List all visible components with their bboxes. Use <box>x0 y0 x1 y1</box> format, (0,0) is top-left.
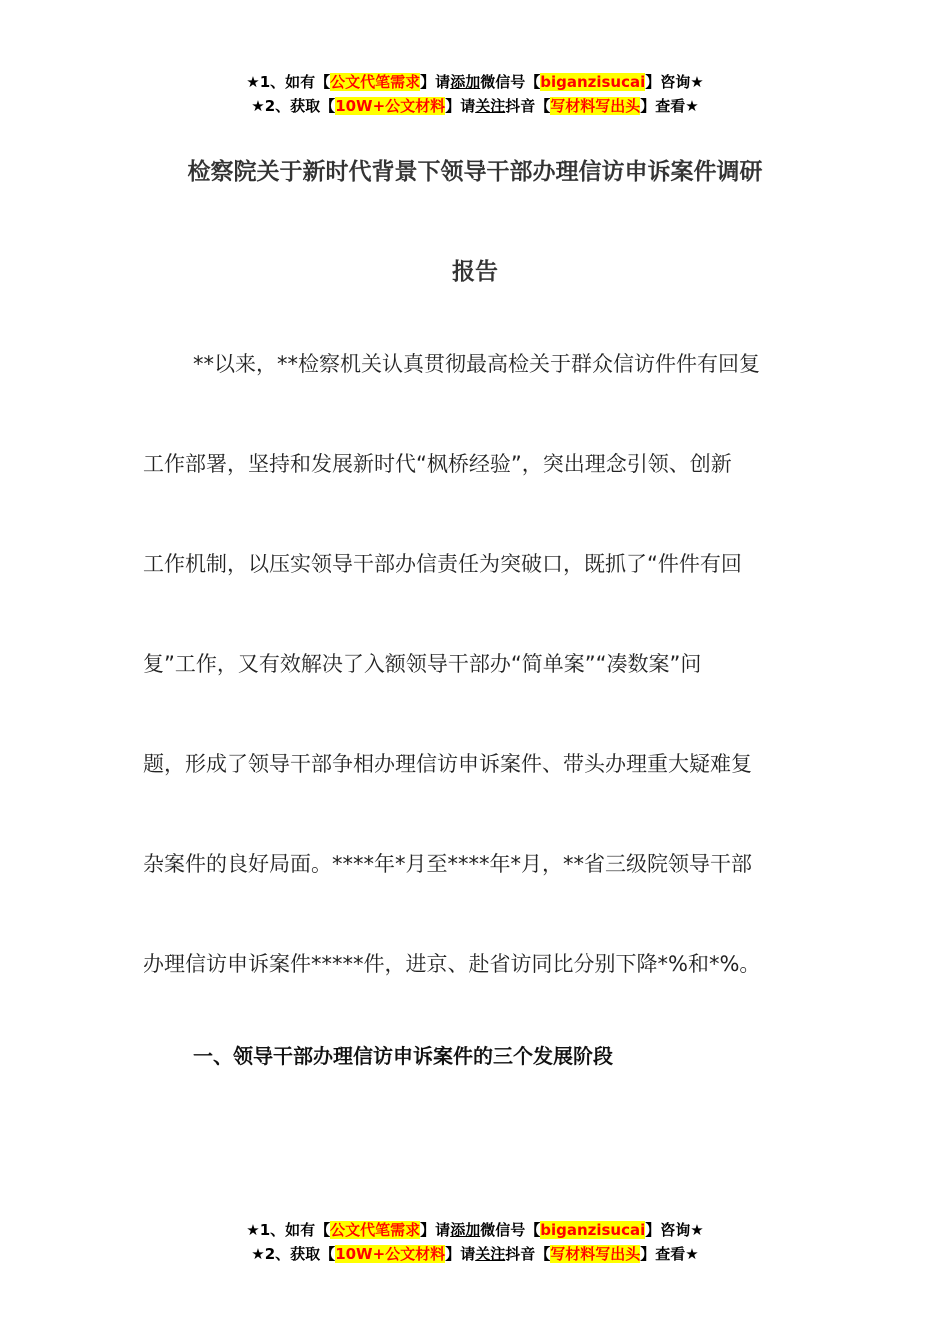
banner-highlight: 写材料写出头 <box>550 1245 641 1263</box>
banner-text: ★1、如有【 <box>246 73 331 91</box>
banner-highlight: 10W+公文材料 <box>335 1245 446 1263</box>
banner-text: 微信号【 <box>480 1221 541 1239</box>
paragraph-line: 杂案件的良好局面。****年*月至****年*月，**省三级院领导干部 <box>143 852 752 876</box>
banner-text: 】请 <box>420 1221 451 1239</box>
section-heading: 一、领导干部办理信访申诉案件的三个发展阶段 <box>193 1044 613 1068</box>
banner-text: 抖音【 <box>505 97 551 115</box>
banner-line-1 <box>0 70 950 94</box>
paragraph-line: 工作机制，以压实领导干部办信责任为突破口，既抓了“件件有回 <box>143 552 742 576</box>
banner-text: 】请 <box>420 73 451 91</box>
banner-text: 】请 <box>445 97 476 115</box>
document-title-line-1: 检察院关于新时代背景下领导干部办理信访申诉案件调研 <box>187 159 763 185</box>
document-title-line-2: 报告 <box>452 259 498 285</box>
banner-text: 】查看★ <box>640 97 699 115</box>
top-banner <box>0 70 950 118</box>
banner-highlight: 写材料写出头 <box>550 97 641 115</box>
banner-line-2 <box>0 1242 950 1266</box>
paragraph-line: 题，形成了领导干部争相办理信访申诉案件、带头办理重大疑难复 <box>143 752 752 776</box>
banner-underline: 关注 <box>475 97 506 115</box>
banner-highlight: 10W+公文材料 <box>335 97 446 115</box>
banner-line-1 <box>0 1218 950 1242</box>
paragraph-line: 办理信访申诉案件*****件，进京、赴省访同比分别下降*%和*%。 <box>143 952 761 976</box>
banner-highlight: biganzisucai <box>540 1221 646 1239</box>
banner-underline: 关注 <box>475 1245 506 1263</box>
banner-text: 微信号【 <box>480 73 541 91</box>
banner-text: 抖音【 <box>505 1245 551 1263</box>
banner-text: 】查看★ <box>640 1245 699 1263</box>
paragraph-line: 工作部署，坚持和发展新时代“枫桥经验”，突出理念引领、创新 <box>143 452 732 476</box>
paragraph-line: **以来，**检察机关认真贯彻最高检关于群众信访件件有回复 <box>193 352 760 376</box>
banner-text: 】咨询★ <box>645 1221 704 1239</box>
banner-text: 】请 <box>445 1245 476 1263</box>
banner-line-2 <box>0 94 950 118</box>
banner-highlight: biganzisucai <box>540 73 646 91</box>
banner-text: ★2、获取【 <box>251 1245 336 1263</box>
banner-underline: 添加 <box>450 1221 481 1239</box>
bottom-banner <box>0 1218 950 1266</box>
banner-highlight: 公文代笔需求 <box>330 73 421 91</box>
banner-text: ★2、获取【 <box>251 97 336 115</box>
banner-highlight: 公文代笔需求 <box>330 1221 421 1239</box>
banner-text: 】咨询★ <box>645 73 704 91</box>
banner-underline: 添加 <box>450 73 481 91</box>
paragraph-line: 复”工作，又有效解决了入额领导干部办“简单案”“凑数案”问 <box>143 652 702 676</box>
banner-text: ★1、如有【 <box>246 1221 331 1239</box>
